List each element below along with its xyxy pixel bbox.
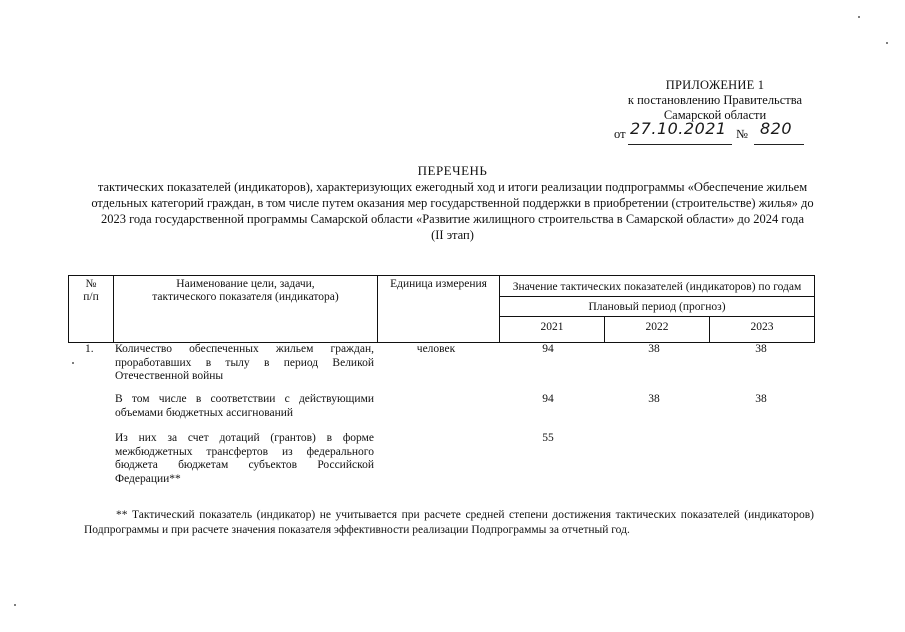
heading-stage: (II этап) [431, 228, 474, 242]
row-number: 1. [85, 343, 94, 355]
header-col-values: Значение тактических показателей (индикаторов) по годам [500, 276, 815, 297]
date-prefix: от [614, 127, 626, 141]
row-name: В том числе в соответствии с действующими объемами бюджетных ассигнований [115, 393, 374, 419]
heading-description: тактических показателей (индикаторов), характеризующих ежегодный ход и итоги реализации подпрограммы «Обеспечение жильем отдельных категорий граждан, в том числе путем оказания мер государственной поддержки в приобретении (строительстве) жилья» до 2023 года государственной программы Самарской области «Развитие жилищного строительства в Самарской области» до 2024 года [91, 180, 814, 226]
header-col-unit: Единица измерения [378, 276, 500, 343]
handwritten-date: 27.10.2021 [630, 119, 727, 138]
table-row [68, 393, 814, 432]
table-row [68, 343, 814, 393]
order-date-number [600, 119, 830, 145]
heading-title: ПЕРЕЧЕНЬ [417, 163, 488, 178]
indicators-table-header [68, 275, 815, 343]
indicators-table-body [68, 343, 814, 492]
header-col-number: № п/п [69, 276, 114, 343]
row-name: Количество обеспеченных жильем граждан, проработавших в тылу в период Великой Отечественной войны [115, 343, 374, 382]
scan-speck [14, 604, 16, 606]
row-name: Из них за счет дотаций (грантов) в форме межбюджетных трансфертов из федерального бюджета бюджетам субъектов Российской Федерации** [115, 432, 374, 485]
footnote: ** Тактический показатель (индикатор) не учитывается при расчете средней степени достижения тактических показателей (индикаторов) Подпрограммы и при расчете значения показателя эффективности реализации Подпрограммы за отчетный год. [84, 509, 814, 536]
row-value-2021: 55 [542, 432, 554, 444]
header-year-2023: 2023 [710, 317, 815, 343]
row-value-2023: 38 [755, 343, 767, 355]
header-year-2022: 2022 [605, 317, 710, 343]
table-row [68, 432, 814, 492]
header-col-period: Плановый период (прогноз) [500, 297, 815, 317]
row-value-2021: 94 [542, 393, 554, 405]
scan-speck [72, 362, 74, 364]
scan-speck [858, 16, 860, 18]
scan-speck [886, 42, 888, 44]
header-year-2021: 2021 [500, 317, 605, 343]
appendix-line-2: Самарской области [663, 108, 767, 122]
row-value-2022: 38 [648, 393, 660, 405]
row-value-2022: 38 [648, 343, 660, 355]
row-unit: человек [416, 343, 456, 355]
number-underline [754, 143, 804, 145]
handwritten-number: 820 [760, 119, 793, 138]
row-value-2021: 94 [542, 343, 554, 355]
row-value-2023: 38 [755, 393, 767, 405]
appendix-title: ПРИЛОЖЕНИЕ 1 [665, 78, 765, 92]
appendix-block [600, 78, 830, 145]
header-col-name: Наименование цели, задачи, тактического показателя (индикатора) [114, 276, 378, 343]
number-sign: № [736, 127, 748, 141]
appendix-line-1: к постановлению Правительства [627, 93, 803, 107]
document-heading [80, 163, 825, 243]
date-underline [628, 143, 732, 145]
